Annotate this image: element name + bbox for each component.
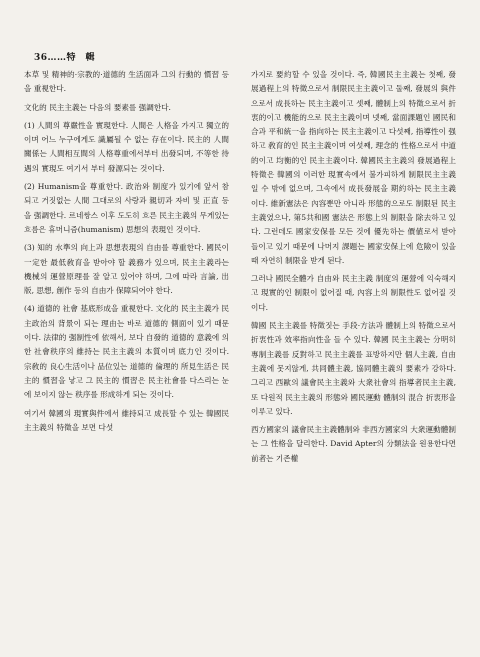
paragraph: 여기서 韓國의 現實與件에서 維持되고 成長할 수 있는 韓國民主主義의 特徵을 보면 다섯: [24, 408, 229, 432]
paragraph: 西方國家의 議會民主主義體制와 非西方國家의 大衆運動體制는 그 性格을 달리한다. David Apter의 分類法을 원용한다면 前者는 기존權: [251, 425, 456, 463]
body-columns: [24, 68, 456, 643]
paragraph: 文化的 民主主義는 다음의 要素를 强調한다.: [24, 102, 171, 112]
right-column: [251, 68, 456, 643]
paragraph: (4) 道德的 社會 基底形成을 重視한다. 文化的 民主主義가 民主政治의 背景이 되는 理由는 바로 道德的 側面이 있기 때문이다. 法律的 强制性에 依해서, 보다 自發的 道德的 意義에 의한 社會秩序의 維持는 民主主義의 本質이며 底力인 것이다. 宗敎的 良心生活이나 品位있는 道德的 倫理的 所見生活은 民主的 慣習을 낳고 그 民主的 慣習은 民主社會를 다스리는 눈에 보이지 않는 秩序를 形成하게 되는 것이다.: [24, 304, 229, 400]
running-head: 36……特 輯: [34, 53, 96, 63]
left-column: [24, 68, 229, 643]
paragraph: 韓國 民主主義를 特徵짓는 手段·方法과 體制上의 特徵으로서 折衷性과 效率指向性을 들 수 있다. 韓國 民主主義는 分明히 專制主義를 反對하고 民主主義를 표방하지만 個人主義, 自由主義에 못지않게, 共同體主義, 協同體主義의 要素가 강하다. 그리고 西歐의 議會民主主義와 大衆社會의 指導者民主主義, 또 다원적 民主主義의 形態와 國民運動 體制의 混合 折衷形을 이루고 있다.: [251, 321, 456, 416]
paragraph: 本草 및 精神的·宗教的·道德的 生活面과 그의 行動的 慣習 등을 重視한다.: [24, 70, 229, 94]
paragraph: (3) 知的 水準의 向上과 思想表現의 自由를 尊重한다. 國民이 一定한 最低敎育을 받아야 할 義務가 있으며, 民主主義라는 機械의 運營原理를 잘 알고 있어야 하며, 그에 따라 言論, 出版, 思想, 創作 등의 自由가 保障되어야 한다.: [24, 243, 229, 296]
paragraph: 그러나 國民全體가 自由와 民主主義 制度의 運營에 익숙해지고 現實的인 制限이 없어질 때, 內容上의 制限性도 없어질 것이다.: [251, 274, 456, 312]
paragraph: (1) 人間의 尊嚴性을 實現한다. 人間은 人格을 가지고 獨立的이며 어느 누구에게도 識屬될 수 없는 存在이다. 民主的 人間關係는 人間相互間의 人格尊重에서부터 出發되며, 不等한 待遇의 實現도 여기서 부터 發源되는 것이다.: [24, 120, 229, 173]
paragraph: (2) Humanism을 尊重한다. 政治와 制度가 있기에 앞서 참되고 거짓없는 人間 그대로의 사랑과 親切과 자비 및 正直 등을 强調한다. 르네쌍스 이후 도도히 흐른 民主主義의 무게있는 흐름은 휴머니즘(humanism) 思想의 表現인 것이다.: [24, 182, 229, 234]
paragraph: 가지로 要約할 수 있을 것이다. 즉, 韓國民主主義는 첫째, 發展過程上의 特徵으로서 制限民主主義이고 둘째, 發展의 與件으로서 成長하는 民主主義이고 셋째, 體制上의 特徵으로서 折衷的이고 機能的으로 民主主義이며 넷째, 當面課題인 國民和合과 平和統一을 指向하는 民主主義이고 다섯째, 指導性이 强하고 敎育的인 民主主義이며 여섯째, 理念的 性格으로서 中道的이고 均衡的인 民主主義이다. 韓國民主主義의 發展過程上 特徵은 韓國의 이러한 現實속에서 불가피하게 制限民主主義일 수 밖에 없으며, 그속에서 成長發展을 期約하는 民主主義이다. 維新憲法은 內容뿐만 아니라 形態的으로도 制限된 民主主義였으나, 第5共和國 憲法은 形態上의 制限을 除去하고 있다. 그런데도 國家安保를 모든 것에 優先하는 價値로서 받아 들이고 있기 때문에 나머지 課題는 國家安保上에 危險이 있을 때 자연히 制限을 받게 된다.: [251, 70, 456, 265]
